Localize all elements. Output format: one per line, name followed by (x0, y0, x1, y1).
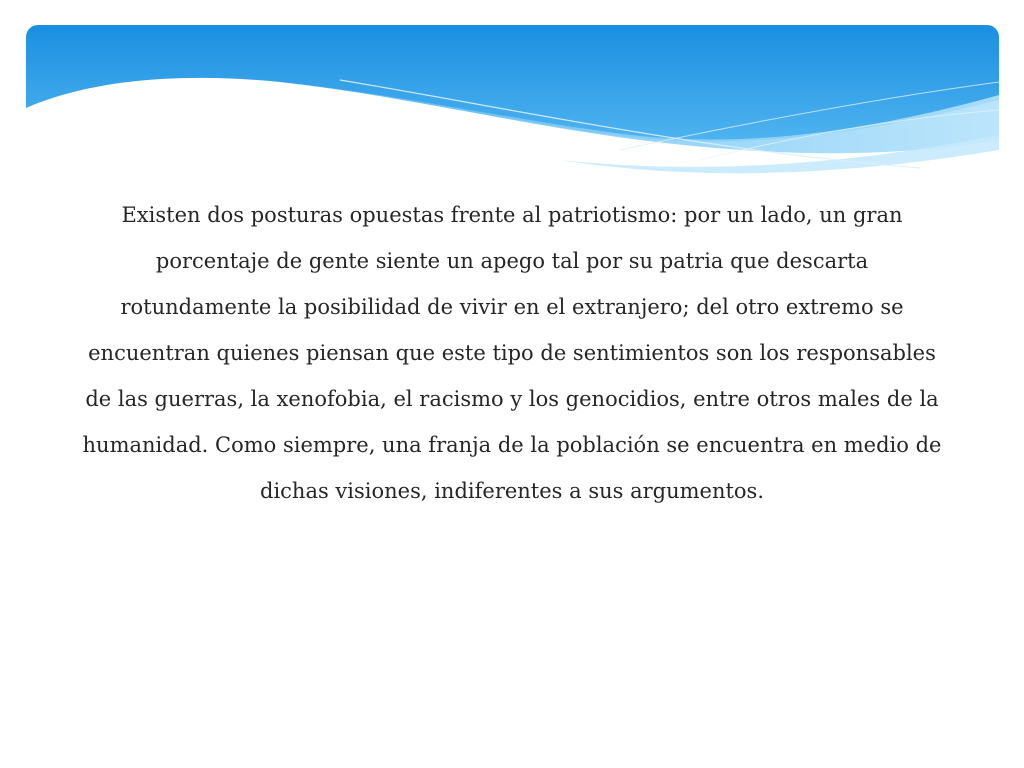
header-wave-banner (0, 0, 1024, 200)
body-paragraph: Existen dos posturas opuestas frente al patriotismo: por un lado, un gran porcentaje de gente siente un apego tal por su patria que descarta rotundamente la posibilidad de vivir en el extranjero; del otro extremo se encuentran quienes piensan que este tipo de sentimientos son los responsables de las guerras, la xenofobia, el racismo y los genocidios, entre otros males de la humanidad. Como siempre, una franja de la población se encuentra en medio de dichas visiones, indiferentes a sus argumentos. (82, 203, 942, 503)
wave-band-dark (26, 25, 999, 142)
